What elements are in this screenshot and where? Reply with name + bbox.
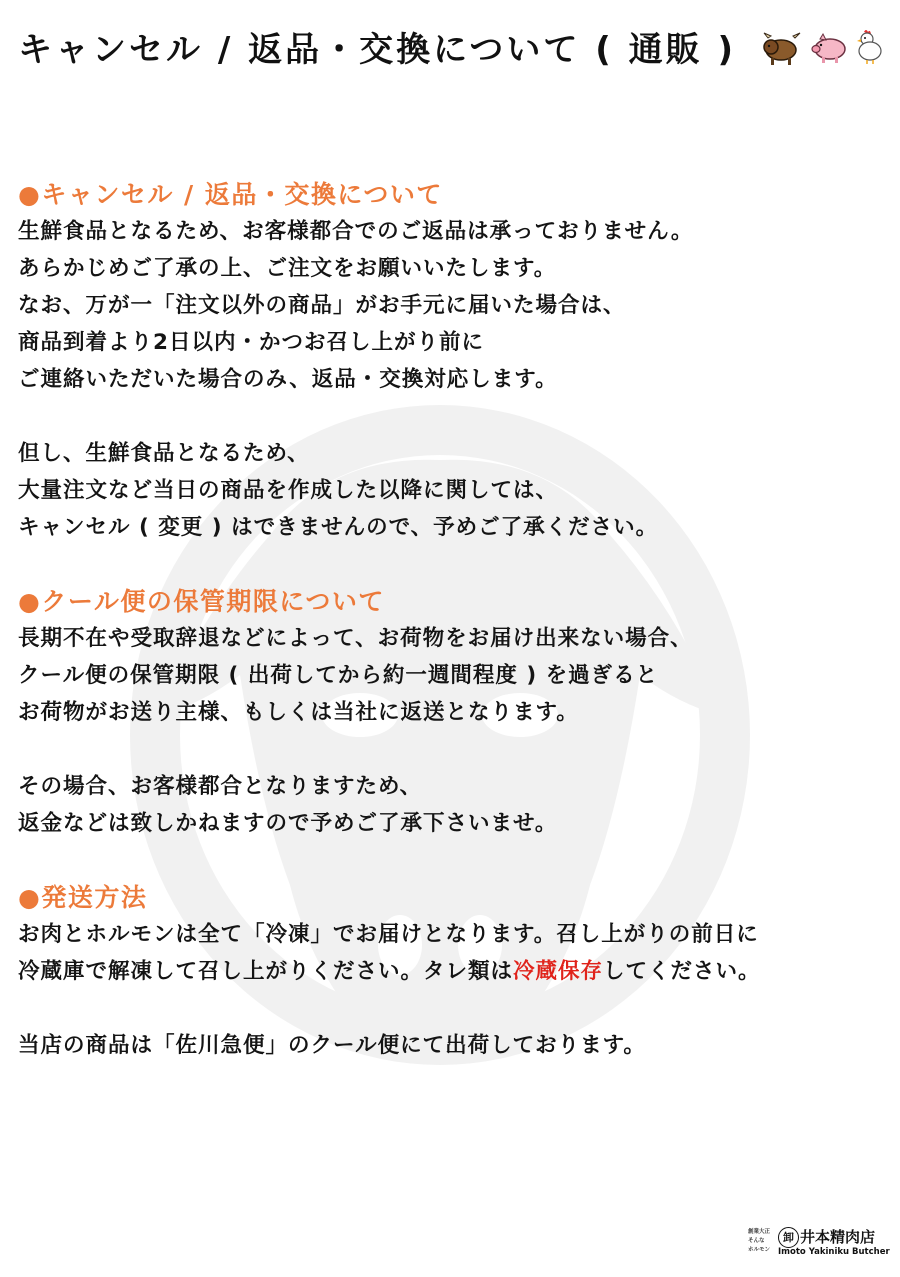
text-line: クール便の保管期限 ( 出荷してから約一週間程度 ) を過ぎると: [18, 663, 659, 688]
text-line: なお、万が一「注文以外の商品」がお手元に届いた場合は、: [18, 293, 626, 318]
pig-icon: [810, 28, 848, 66]
text-line: 生鮮食品となるため、お客様都合でのご返品は承っておりません。: [18, 219, 694, 244]
text-line: ご連絡いただいた場合のみ、返品・交換対応します。: [18, 367, 558, 392]
logo-english-name: Imoto Yakiniku Butcher: [778, 1247, 890, 1257]
shop-logo: [748, 1225, 893, 1259]
cow-icon: [762, 28, 802, 68]
section-heading-shipping: ●発送方法: [18, 883, 148, 912]
text-line: お肉とホルモンは全て「冷凍」でお届けとなります。召し上がりの前日に: [18, 922, 759, 947]
text-line: 商品到着より2日以内・かつお召し上がり前に: [18, 330, 484, 355]
text-line: 但し、生鮮食品となるため、: [18, 441, 310, 466]
text-line: その場合、お客様都合となりますため、: [18, 774, 423, 799]
text-line: 当店の商品は「佐川急便」のクール便にて出荷しております。: [18, 1033, 646, 1058]
text-segment: してください。: [603, 959, 761, 984]
section-heading-storage: ●クール便の保管期限について: [18, 587, 385, 616]
notice-content: [18, 176, 888, 1064]
page-title: キャンセル / 返品・交換について ( 通販 ): [18, 30, 736, 70]
text-line: 返金などは致しかねますので予めご了承下さいませ。: [18, 811, 558, 836]
highlight-refrigerate: 冷蔵保存: [513, 959, 604, 984]
logo-name: 井本精肉店: [800, 1228, 876, 1246]
logo-seal: 卸: [778, 1227, 799, 1248]
logo-tagline: 創業大正 そんな ホルモン: [748, 1229, 771, 1253]
text-line: キャンセル ( 変更 ) はできませんので、予めご了承ください。: [18, 515, 659, 540]
text-line: あらかじめご了承の上、ご注文をお願いいたします。: [18, 256, 557, 281]
text-line: お荷物がお送り主様、もしくは当社に返送となります。: [18, 700, 579, 725]
text-segment: 冷蔵庫で解凍して召し上がりください。タレ類は: [18, 959, 514, 984]
text-line: 大量注文など当日の商品を作成した以降に関しては、: [18, 478, 559, 503]
section-heading-cancel: ●キャンセル / 返品・交換について: [18, 180, 443, 209]
text-line-with-highlight: [18, 953, 888, 990]
text-line: 長期不在や受取辞退などによって、お荷物をお届け出来ない場合、: [18, 626, 693, 651]
chicken-icon: [852, 28, 884, 66]
